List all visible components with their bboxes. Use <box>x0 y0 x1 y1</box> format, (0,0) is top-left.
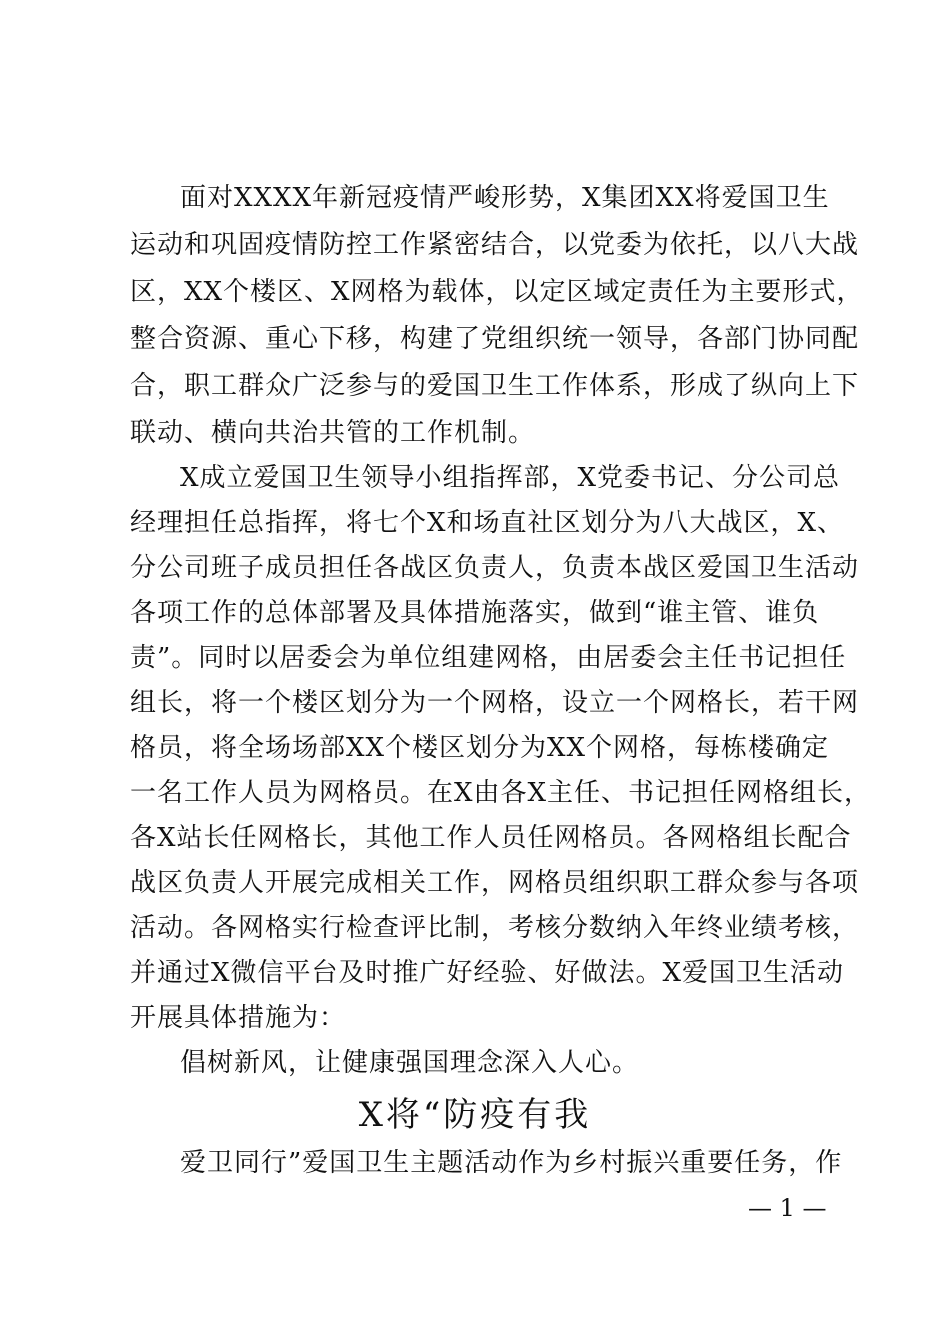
paragraph: 爱卫同行”爱国卫生主题活动作为乡村振兴重要任务，作 <box>180 1148 843 1178</box>
text-line: 一名工作人员为网格员。在X由各X主任、书记担任网格组长， <box>130 778 872 808</box>
text-line: 运动和巩固疫情防控工作紧密结合，以党委为依托，以八大战 <box>130 230 860 260</box>
page-number: — 1 — <box>748 1194 827 1222</box>
text-line: 战区负责人开展完成相关工作，网格员组织职工群众参与各项 <box>130 868 860 898</box>
text-line: 分公司班子成员担任各战区负责人，负责本战区爱国卫生活动 <box>130 553 860 583</box>
text-line: 责”。同时以居委会为单位组建网格，由居委会主任书记担任 <box>130 643 847 673</box>
text-line: 活动。各网格实行检查评比制，考核分数纳入年终业绩考核， <box>130 913 860 943</box>
text-line: 格员，将全场场部XX个楼区划分为XX个网格，每栋楼确定 <box>130 733 830 763</box>
text-line: 整合资源、重心下移，构建了党组织统一领导，各部门协同配 <box>130 324 860 354</box>
text-line: 区，XX个楼区、X网格为载体，以定区域定责任为主要形式， <box>130 277 864 307</box>
text-line: 各X站长任网格长，其他工作人员任网格员。各网格组长配合 <box>130 823 852 853</box>
text-line: 联动、横向共治共管的工作机制。 <box>130 418 536 448</box>
text-line: 开展具体措施为： <box>130 1003 347 1033</box>
section-heading: X将“防疫有我 <box>358 1095 592 1135</box>
text-line: 各项工作的总体部署及具体措施落实，做到“谁主管、谁负 <box>130 598 820 628</box>
text-line: 并通过X微信平台及时推广好经验、好做法。X爱国卫生活动 <box>130 958 845 988</box>
text-line: 经理担任总指挥，将七个X和场直社区划分为八大战区，X、 <box>130 508 845 538</box>
text-line: 组长，将一个楼区划分为一个网格，设立一个网格长，若干网 <box>130 688 860 718</box>
text-line: 面对XXXX年新冠疫情严峻形势，X集团XX将爱国卫生 <box>180 183 830 213</box>
paragraph: 倡树新风，让健康强国理念深入人心。 <box>180 1048 640 1078</box>
text-line: X成立爱国卫生领导小组指挥部，X党委书记、分公司总 <box>180 463 841 493</box>
text-line: 合，职工群众广泛参与的爱国卫生工作体系，形成了纵向上下 <box>130 371 860 401</box>
